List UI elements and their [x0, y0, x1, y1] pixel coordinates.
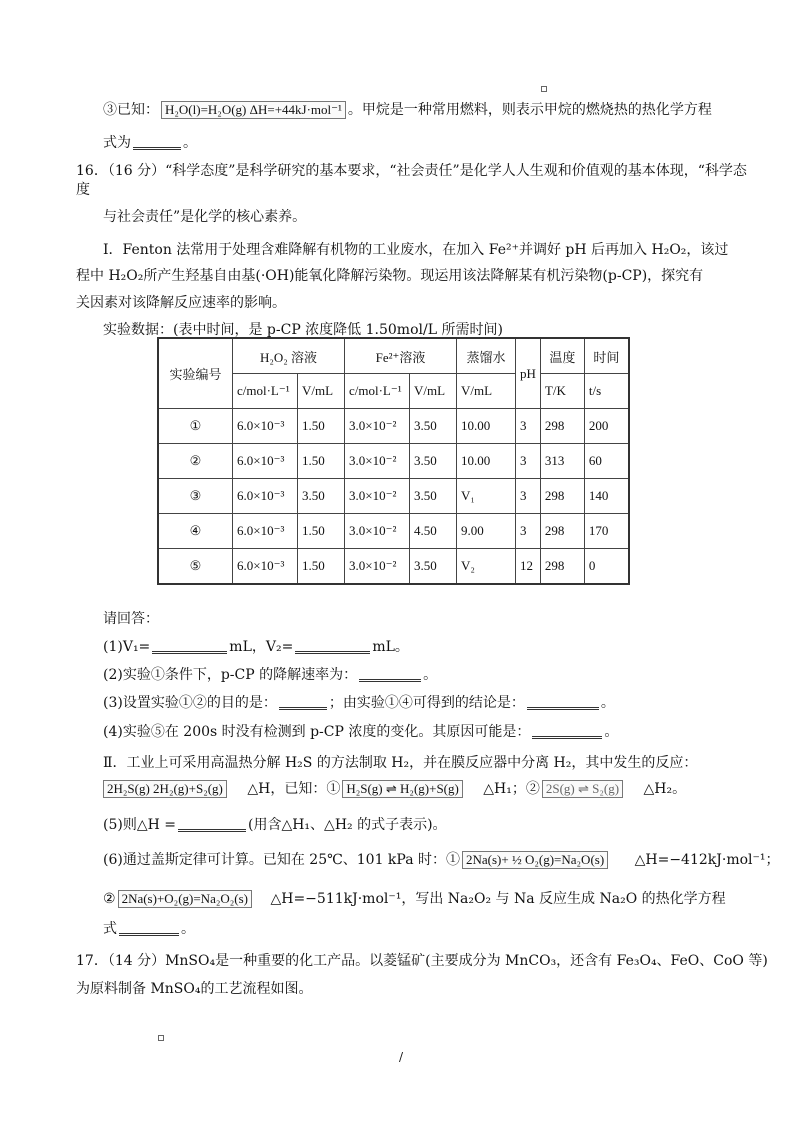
cell-id: ③ [158, 479, 233, 514]
cell-s: 170 [584, 514, 629, 549]
unit-t: T/K [540, 374, 584, 409]
q6-end: 。 [181, 921, 195, 937]
cell-t: 298 [540, 549, 584, 585]
cell-id: ② [158, 444, 233, 479]
q2-label: (2)实验①条件下，p-CP 的降解速率为： [103, 667, 358, 683]
question-1 [103, 638, 409, 656]
q16-para1: Ⅰ．Fenton 法常用于处理含难降解有机物的工业废水，在加入 Fe²⁺并调好 pH 后再加入 H₂O₂，该过 [103, 242, 729, 258]
page-mark: / [399, 1050, 404, 1064]
cell-c1: 6.0×10⁻³ [233, 549, 298, 585]
q16-heading-wrap: 度 [76, 182, 90, 198]
cell-ph: 3 [516, 409, 541, 444]
q1-end: mL。 [372, 639, 409, 655]
q4-end: 。 [604, 724, 619, 740]
dh-blank[interactable] [178, 819, 246, 832]
cell-v1: 1.50 [298, 549, 345, 585]
q5-end: (用含△H₁、△H₂ 的式子表示)。 [248, 817, 447, 833]
header-time: 时间 [584, 338, 629, 374]
corner-mark [541, 86, 547, 92]
q3-label: (3)设置实验①②的目的是： [103, 695, 277, 711]
header-id: 实验编号 [158, 338, 233, 409]
question-2 [103, 666, 437, 684]
cell-t: 298 [540, 479, 584, 514]
part2-intro: Ⅱ．工业上可采用高温热分解 H₂S 的方法制取 H₂，并在膜反应器中分离 H₂，其中发生的反应： [103, 755, 698, 771]
table-row [158, 549, 629, 585]
cell-c2: 3.0×10⁻² [345, 549, 410, 585]
header-temp: 温度 [540, 338, 584, 374]
cell-c2: 3.0×10⁻² [345, 444, 410, 479]
answer-prompt: 请回答： [103, 611, 159, 627]
equation-blank[interactable] [119, 923, 179, 936]
q3-end: 。 [600, 695, 615, 711]
table-row [158, 514, 629, 549]
unit-s: t/s [584, 374, 629, 409]
rate-blank[interactable] [359, 669, 421, 682]
answer-blank[interactable] [133, 137, 181, 150]
question-3 [103, 694, 615, 712]
cell-v2: 3.50 [410, 549, 457, 585]
q16-line2: 与社会责任”是化学的核心素养。 [103, 209, 307, 225]
cell-ph: 3 [516, 514, 541, 549]
dh2-label: △H₂。 [643, 781, 687, 797]
cell-ph: 12 [516, 549, 541, 585]
cell-c1: 6.0×10⁻³ [233, 444, 298, 479]
table-caption: 实验数据：(表中时间，是 p-CP 浓度降低 1.50mol/L 所需时间) [103, 322, 503, 338]
question-5 [103, 816, 447, 834]
cell-vw: 10.00 [457, 444, 516, 479]
table-row [158, 444, 629, 479]
q6-dh2: △H=−511kJ·mol⁻¹，写出 Na₂O₂ 与 Na 反应生成 Na₂O 的热化学方程 [270, 891, 726, 907]
unit-c2: c/mol·L⁻¹ [345, 374, 410, 409]
na2o2-equation: 2Na(s)+O₂(g)=Na₂O₂(s) [118, 890, 252, 908]
q5-label: (5)则△H = [103, 817, 176, 833]
cell-c2: 3.0×10⁻² [345, 514, 410, 549]
cell-c2: 3.0×10⁻² [345, 479, 410, 514]
q6-label: (6)通过盖斯定律可计算。已知在 25℃、101 kPa 时：① [103, 852, 460, 868]
question-6-line2 [103, 890, 726, 908]
q1-label: (1)V₁= [103, 639, 151, 655]
cell-id: ⑤ [158, 549, 233, 585]
q16-para2: 程中 H₂O₂所产生羟基自由基(·OH)能氧化降解污染物。现运用该法降解某有机污染物(p-CP)，探究有 [76, 268, 704, 284]
q2-end: 。 [423, 667, 438, 683]
cell-t: 298 [540, 409, 584, 444]
unit-vw: V/mL [457, 374, 516, 409]
v2-blank[interactable] [295, 641, 370, 654]
equation-box: H₂O(l)=H₂O(g) ΔH=+44kJ·mol⁻¹ [161, 101, 346, 119]
cell-v1: 3.50 [298, 479, 345, 514]
q17-line2: 为原料制备 MnSO₄的工艺流程如图。 [76, 981, 313, 997]
cell-v2: 3.50 [410, 444, 457, 479]
q16-para3: 关因素对该降解反应速率的影响。 [76, 295, 286, 311]
corner-mark [158, 1035, 164, 1041]
na2o-equation: 2Na(s)+ ½ O₂(g)=Na₂O(s) [462, 851, 608, 869]
cell-t: 298 [540, 514, 584, 549]
given-label: △H，已知：① [247, 781, 341, 797]
header-ph: pH [516, 338, 541, 409]
reaction-line [101, 780, 686, 798]
cell-v2: 3.50 [410, 479, 457, 514]
conclusion-blank[interactable] [527, 697, 599, 710]
header-fe: Fe²⁺溶液 [345, 338, 457, 374]
question-4 [103, 723, 618, 741]
cell-s: 200 [584, 409, 629, 444]
dh1-label: △H₁；② [483, 781, 540, 797]
table-row [158, 409, 629, 444]
cell-v2: 3.50 [410, 409, 457, 444]
cell-v1: 1.50 [298, 514, 345, 549]
unit-v2: V/mL [410, 374, 457, 409]
cell-v1: 1.50 [298, 409, 345, 444]
q17-heading: 17．（14 分）MnSO₄是一种重要的化工产品。以菱锰矿(主要成分为 MnCO₃，还含有 Fe₃O₄、FeO、CoO 等) [76, 953, 768, 969]
q6-label2: 式 [103, 921, 117, 937]
reaction2-box: 2S(g) ⇌ S₂(g) [542, 780, 623, 798]
v1-blank[interactable] [152, 641, 227, 654]
reaction1-box: H₂S(g) ⇌ H₂(g)+S(g) [342, 780, 463, 798]
cell-vw: 10.00 [457, 409, 516, 444]
reason-blank[interactable] [532, 726, 602, 739]
header-water: 蒸馏水 [457, 338, 516, 374]
cell-id: ① [158, 409, 233, 444]
q16-heading: 16．（16 分）“科学态度”是科学研究的基本要求，“社会责任”是化学人人生观和价值观的基本体现，“科学态 [76, 163, 747, 179]
q1-mid: mL，V₂= [229, 639, 294, 655]
question-6-line3 [103, 920, 195, 938]
cell-v2: 4.50 [410, 514, 457, 549]
cell-s: 140 [584, 479, 629, 514]
cell-s: 60 [584, 444, 629, 479]
cell-vw: V₂ [457, 549, 516, 585]
q6-index: ② [103, 891, 116, 907]
question-6 [103, 851, 780, 869]
cell-id: ④ [158, 514, 233, 549]
cell-t: 313 [540, 444, 584, 479]
cell-c2: 3.0×10⁻² [345, 409, 410, 444]
table-row [158, 479, 629, 514]
q6-dh1: △H=−412kJ·mol⁻¹； [634, 852, 780, 868]
cell-vw: 9.00 [457, 514, 516, 549]
known-line [103, 101, 712, 119]
reaction-box: 2H₂S(g) 2H₂(g)+S₂(g) [103, 780, 227, 798]
cell-s: 0 [584, 549, 629, 585]
experiment-table [157, 337, 630, 585]
known-prefix: ③已知： [103, 102, 159, 118]
answer-end: 。 [183, 135, 197, 151]
answer-label: 式为 [103, 135, 131, 151]
known-suffix: 。甲烷是一种常用燃料，则表示甲烷的燃烧热的热化学方程 [347, 102, 712, 118]
cell-ph: 3 [516, 444, 541, 479]
unit-v1: V/mL [298, 374, 345, 409]
cell-c1: 6.0×10⁻³ [233, 409, 298, 444]
cell-v1: 1.50 [298, 444, 345, 479]
q3-mid: ；由实验①④可得到的结论是： [328, 695, 525, 711]
cell-c1: 6.0×10⁻³ [233, 479, 298, 514]
cell-ph: 3 [516, 479, 541, 514]
header-h2o2: H₂O₂ 溶液 [233, 338, 345, 374]
q4-label: (4)实验⑤在 200s 时没有检测到 p-CP 浓度的变化。其原因可能是： [103, 724, 531, 740]
answer-line [103, 134, 197, 152]
cell-c1: 6.0×10⁻³ [233, 514, 298, 549]
cell-vw: V₁ [457, 479, 516, 514]
unit-c1: c/mol·L⁻¹ [233, 374, 298, 409]
purpose-blank[interactable] [279, 697, 327, 710]
